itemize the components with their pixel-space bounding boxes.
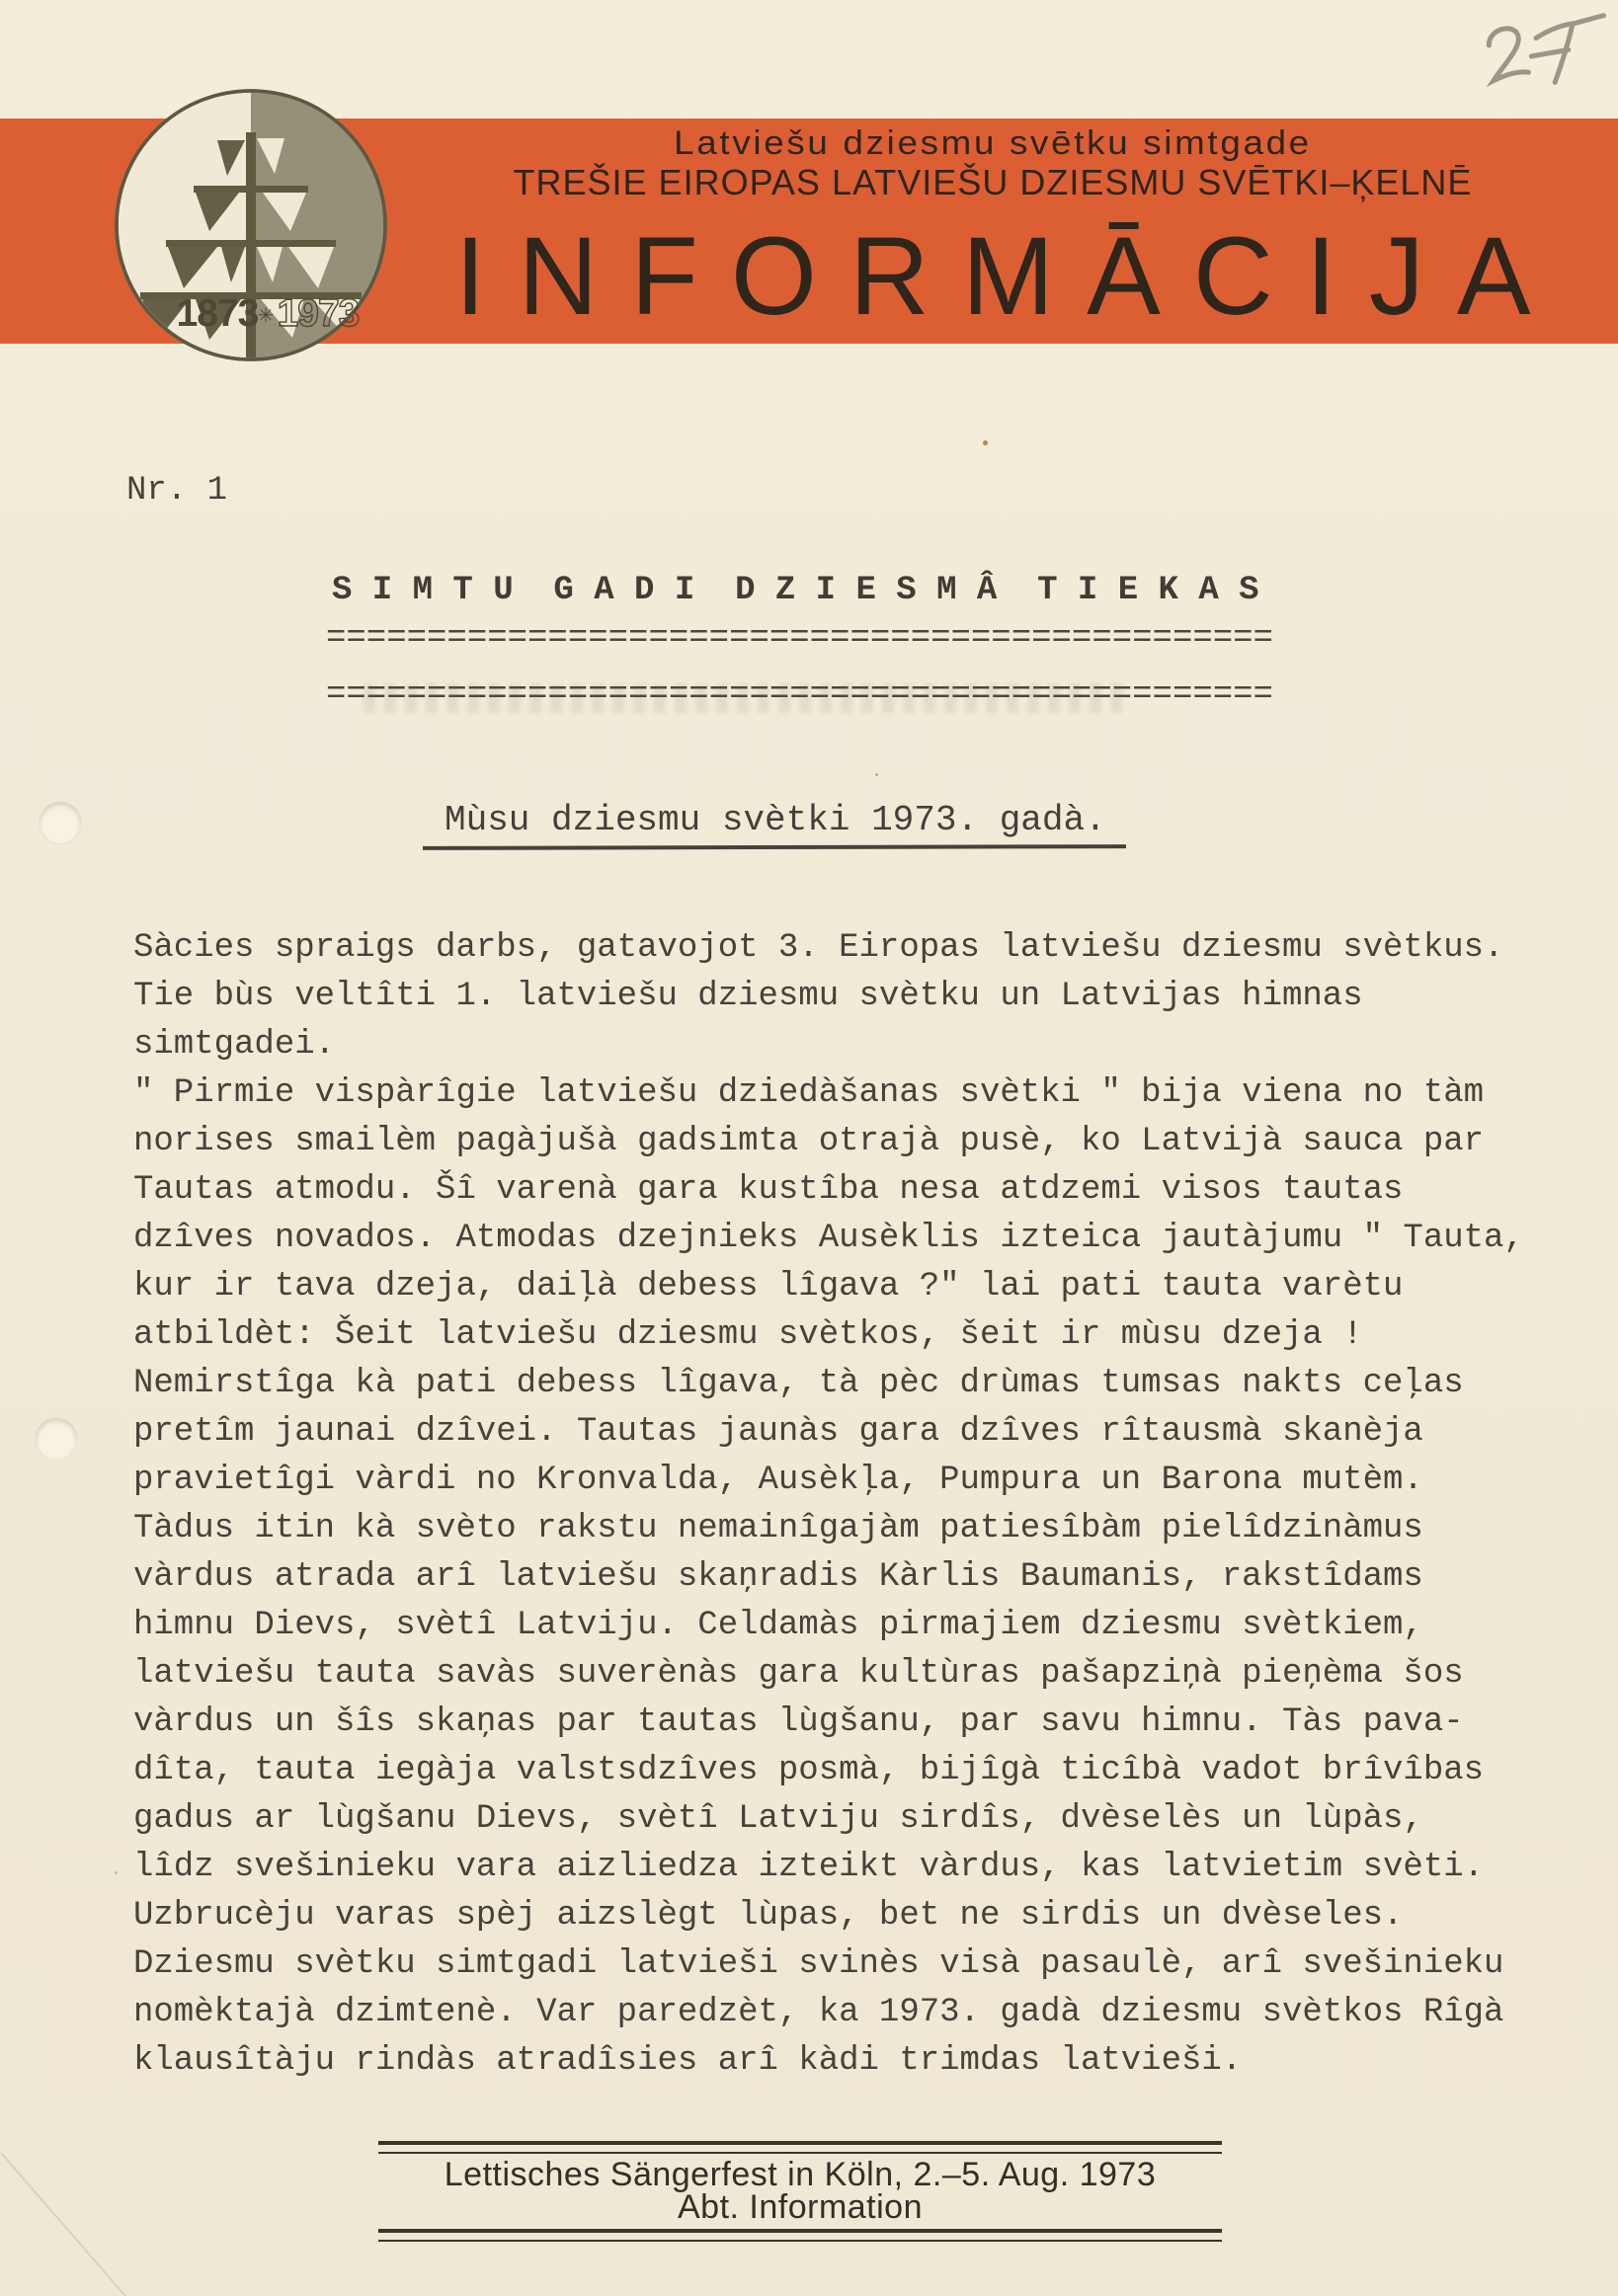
body-text: [133, 924, 1524, 2086]
body-line: pretîm jaunai dzîvei. Tautas jaunàs gara dzîves rîtausmà skanèja: [133, 1413, 1423, 1451]
body-line: himnu Dievs, svètî Latviju. Celdamàs pirmajiem dziesmu svètkiem,: [133, 1607, 1423, 1644]
body-line: dîta, tauta iegàja valstsdzîves posmà, bijîgà ticîbà vadot brîvîbas: [133, 1752, 1485, 1789]
body-line: Tautas atmodu. Šî varenà gara kustîba nesa atdzemi visos tautas: [133, 1171, 1404, 1209]
body-line: norises smailèm pagàjušà gadsimta otrajà pusè, ko Latvijà sauca par: [133, 1123, 1485, 1160]
emblem-year-separator: ✳: [257, 305, 275, 327]
section-subtitle: Mùsu dziesmu svètki 1973. gadà.: [445, 800, 1106, 840]
body-line: klausîtàju rindàs atradîsies arî kàdi trimdas latvieši.: [133, 2042, 1243, 2080]
handwritten-page-number: [1473, 7, 1618, 124]
body-line: dzîves novados. Atmodas dzejnieks Ausèklis izteica jautàjumu " Tauta,: [133, 1220, 1524, 1257]
body-line: Nemirstîga kà pati debess lîgava, tà pèc drùmas tumsas nakts ceļas: [133, 1365, 1464, 1402]
body-line: pravietîgi vàrdi no Kronvalda, Ausèkļa, Pumpura un Barona mutèm.: [133, 1462, 1423, 1499]
body-line: kur ir tava dzeja, daiļà debess lîgava ?" lai pati tauta varètu: [133, 1268, 1404, 1306]
body-line: vàrdus atrada arî latviešu skaņradis Kàrlis Baumanis, rakstîdams: [133, 1558, 1423, 1596]
body-line: " Pirmie vispàrîgie latviešu dziedàšanas svètki " bija viena no tàm: [133, 1074, 1485, 1112]
subtitle-underline: [423, 844, 1126, 850]
body-line: latviešu tauta savàs suverènàs gara kultùras pašapziņà pieņèma šos: [133, 1655, 1464, 1693]
body-line: Tàdus itin kà svèto rakstu nemainîgajàm patiesîbàm pielîdzinàmus: [133, 1510, 1423, 1547]
paper-crease: [1, 2153, 158, 2296]
body-line: Sàcies spraigs darbs, gatavojot 3. Eiropas latviešu dziesmu svètkus.: [133, 929, 1504, 967]
paper-speck: [983, 440, 988, 445]
footer-box: [378, 2141, 1222, 2242]
body-line: simtgadei.: [133, 1026, 336, 1064]
body-line: atbildèt: Šeit latviešu dziesmu svètkos, šeit ir mùsu dzeja !: [133, 1316, 1363, 1354]
footer-bottom-rule: [378, 2229, 1222, 2242]
ink-bleed-impression: [364, 683, 1124, 713]
header-subtitle-large: TREŠIE EIROPAS LATVIEŠU DZIESMU SVĒTKI–ĶELNĒ: [513, 162, 1473, 202]
body-line: vàrdus un šîs skaņas par tautas lùgšanu, par savu himnu. Tàs pava-: [133, 1703, 1464, 1741]
body-line: lîdz svešinieku vara aizliedza izteikt vàrdus, kas latvietim svèti.: [133, 1849, 1485, 1886]
headline-underline: [326, 593, 1273, 743]
emblem-year-1973: 1973: [277, 292, 360, 335]
body-line: gadus ar lùgšanu Dievs, svètî Latviju sirdîs, dvèselès un lùpàs,: [133, 1800, 1423, 1838]
body-line: nomèktajà dzimtenè. Var paredzèt, ka 1973. gadà dziesmu svètkos Rîgà: [133, 1994, 1504, 2031]
emblem-year-1873: 1873: [176, 292, 259, 335]
newsletter-title: INFORMĀCIJA: [454, 214, 1564, 338]
punch-hole-bottom: [36, 1418, 77, 1460]
festival-emblem-icon: [107, 81, 395, 369]
footer-top-rule: [378, 2141, 1222, 2154]
headline-underline-row: ===============================================: [326, 620, 1273, 658]
footer-line-2: Abt. Information: [677, 2188, 923, 2226]
footer-line-1: Lettisches Sängerfest in Köln, 2.–5. Aug. 1973: [444, 2156, 1157, 2193]
punch-hole-top: [40, 802, 81, 843]
body-line: Dziesmu svètku simtgadi latvieši svinès visà pasaulè, arî svešinieku: [133, 1945, 1504, 1983]
issue-number: Nr. 1: [126, 472, 228, 510]
headline: S I M T U G A D I D Z I E S M Â T I E K A S: [332, 572, 1259, 609]
body-line: Tie bùs veltîti 1. latviešu dziesmu svètku un Latvijas himnas: [133, 978, 1363, 1015]
body-line: Uzbrucèju varas spèj aizslègt lùpas, bet ne sirdis un dvèseles.: [133, 1897, 1404, 1935]
header-subtitle-small: Latviešu dziesmu svētku simtgade: [674, 124, 1312, 162]
headline-underline-row: ===============================================: [326, 676, 1273, 714]
